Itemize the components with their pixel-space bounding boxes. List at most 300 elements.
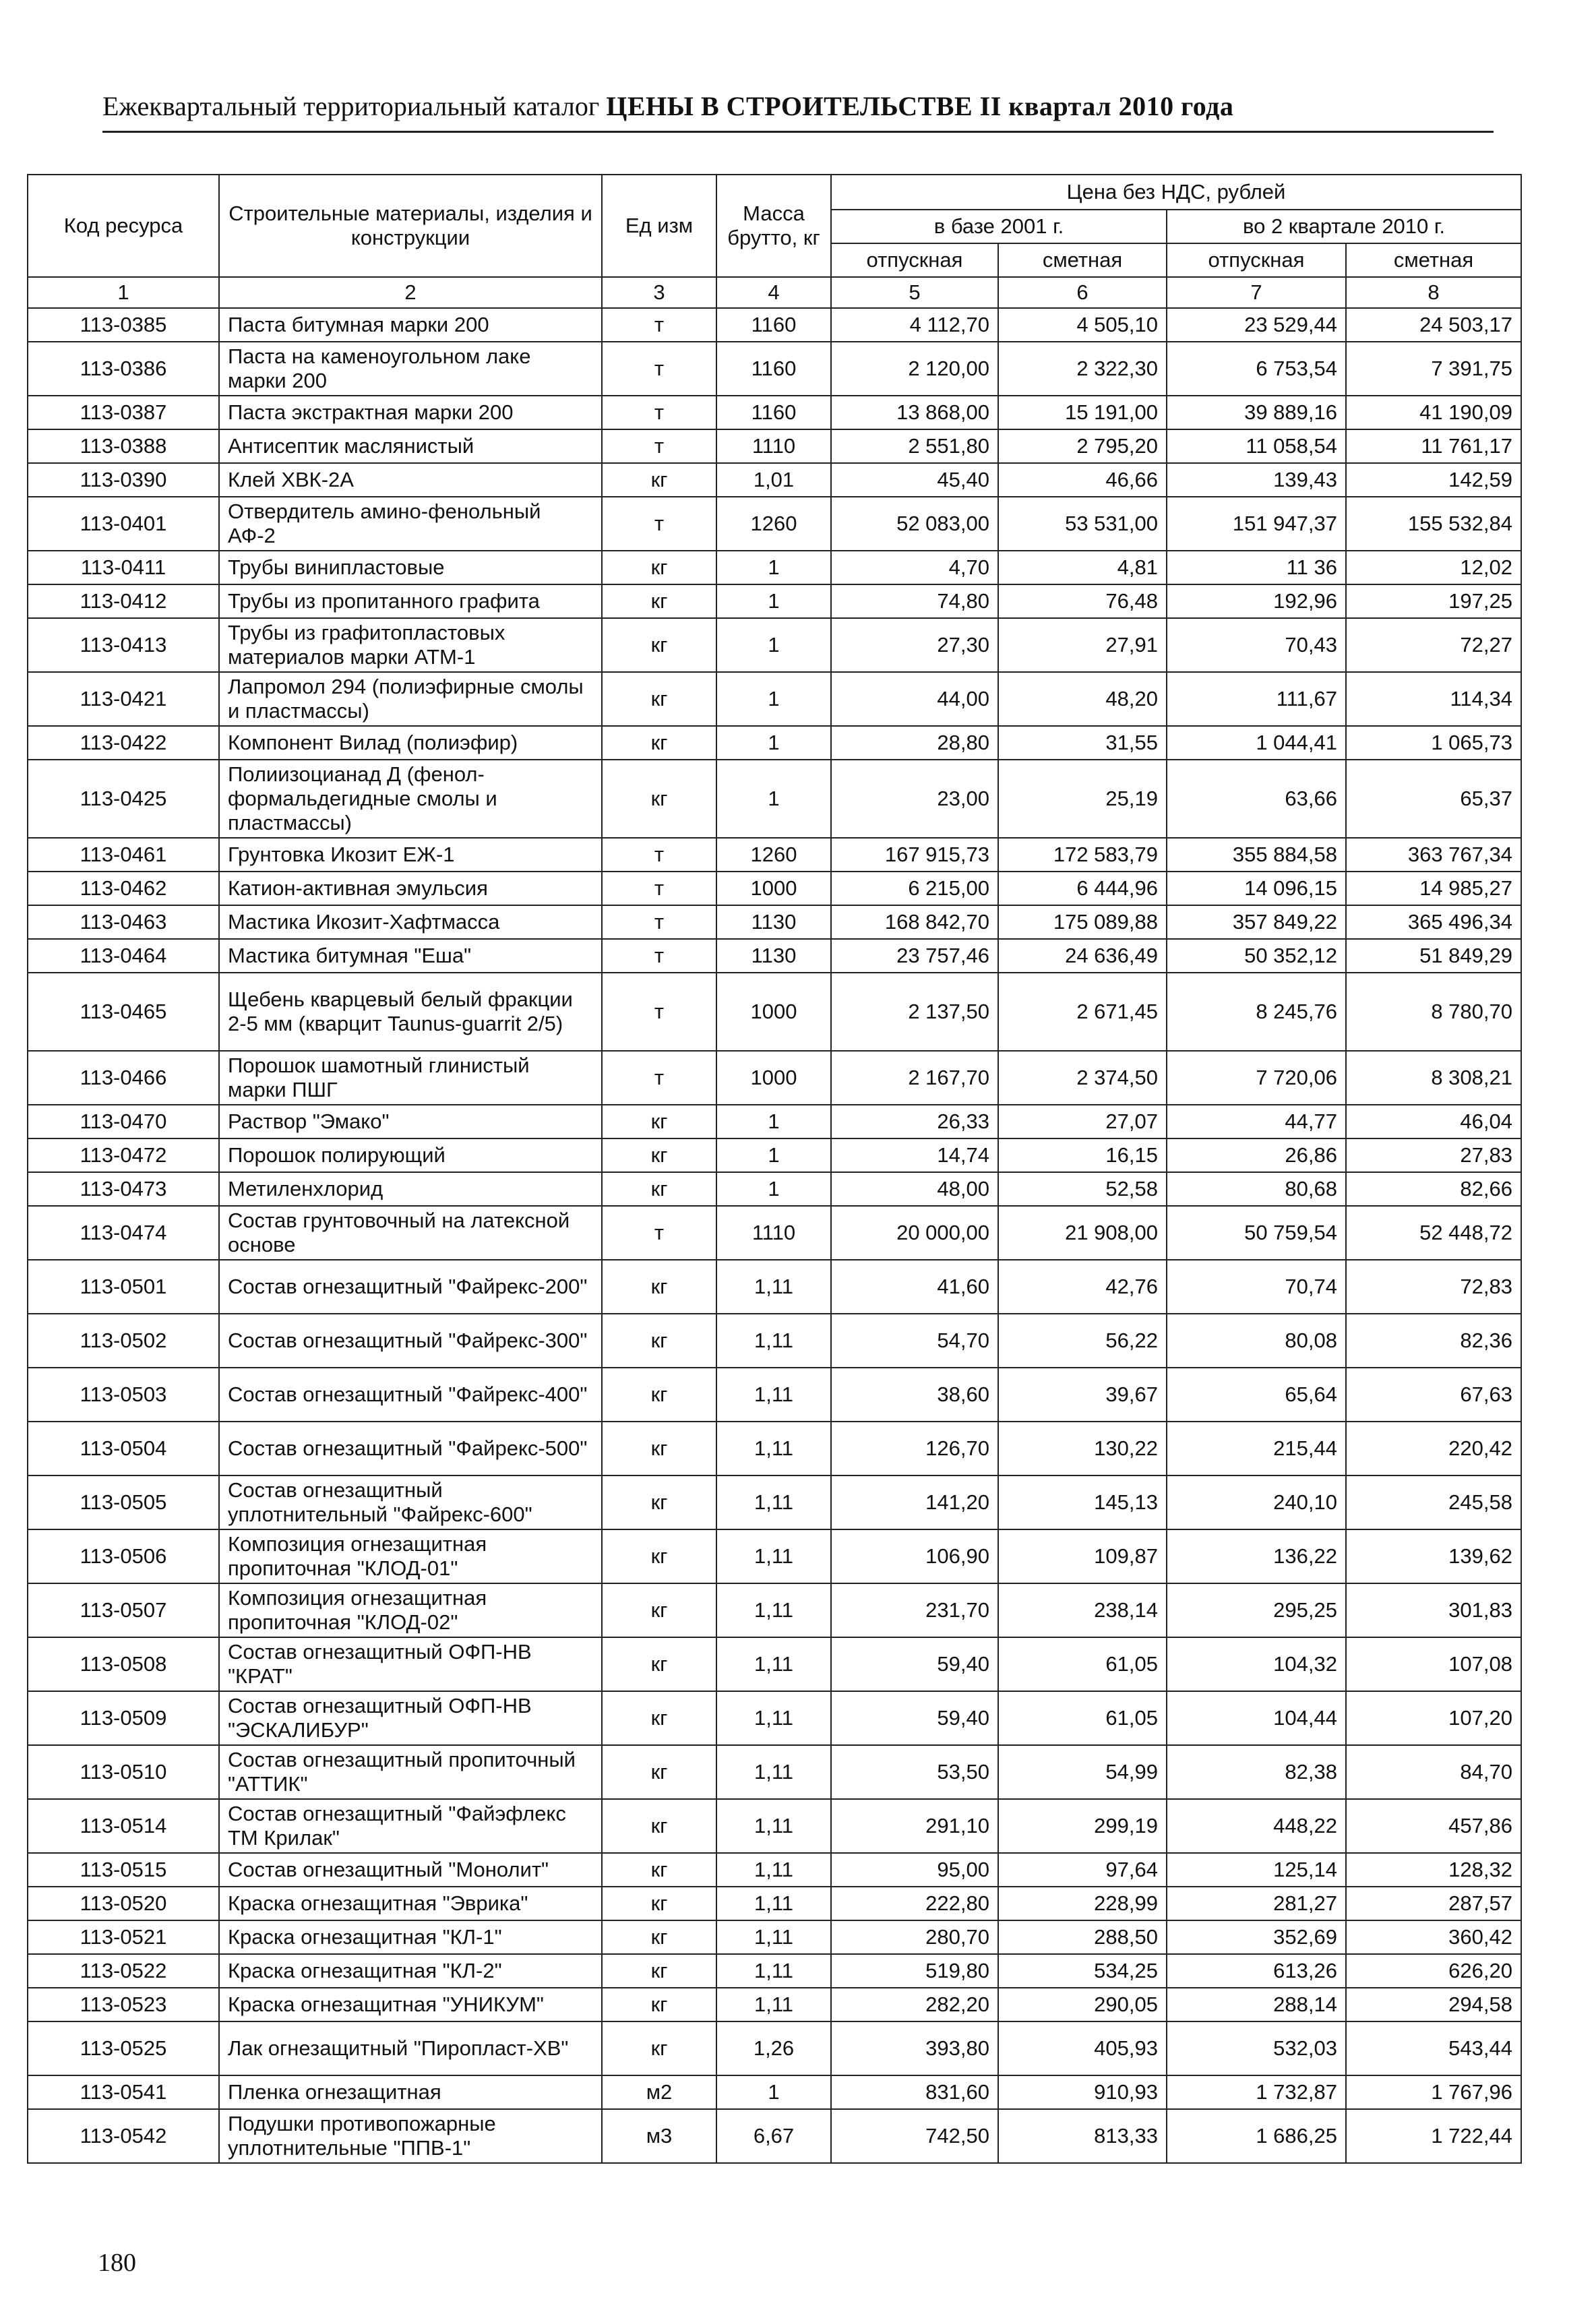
price-base-estimate: 2 322,30 bbox=[998, 342, 1167, 396]
price-q2-release: 70,74 bbox=[1167, 1260, 1346, 1314]
price-q2-release: 50 352,12 bbox=[1167, 939, 1346, 973]
price-base-estimate: 39,67 bbox=[998, 1368, 1167, 1422]
table-row bbox=[28, 760, 1521, 838]
price-q2-release: 80,08 bbox=[1167, 1314, 1346, 1368]
price-base-release: 4,70 bbox=[831, 551, 998, 584]
resource-code: 113-0401 bbox=[28, 497, 219, 551]
material-name: Состав огнезащитный "Файрекс-200" bbox=[219, 1260, 602, 1314]
price-q2-estimate: 139,62 bbox=[1346, 1529, 1521, 1583]
price-base-release: 48,00 bbox=[831, 1172, 998, 1206]
price-base-release: 20 000,00 bbox=[831, 1206, 998, 1260]
unit-of-measure: кг bbox=[602, 463, 716, 497]
price-base-estimate: 109,87 bbox=[998, 1529, 1167, 1583]
resource-code: 113-0412 bbox=[28, 584, 219, 618]
column-number: 2 bbox=[219, 277, 602, 308]
price-base-release: 45,40 bbox=[831, 463, 998, 497]
gross-mass: 1,11 bbox=[716, 1853, 831, 1887]
material-name: Грунтовка Икозит ЕЖ-1 bbox=[219, 838, 602, 872]
price-q2-estimate: 107,20 bbox=[1346, 1691, 1521, 1745]
price-q2-estimate: 24 503,17 bbox=[1346, 308, 1521, 342]
col-header-price-group: Цена без НДС, рублей bbox=[831, 175, 1521, 210]
unit-of-measure: кг bbox=[602, 760, 716, 838]
material-name: Трубы винипластовые bbox=[219, 551, 602, 584]
unit-of-measure: кг bbox=[602, 1105, 716, 1138]
material-name: Состав огнезащитный пропиточный "АТТИК" bbox=[219, 1745, 602, 1799]
price-base-estimate: 813,33 bbox=[998, 2109, 1167, 2163]
price-base-release: 4 112,70 bbox=[831, 308, 998, 342]
price-base-estimate: 172 583,79 bbox=[998, 838, 1167, 872]
price-q2-estimate: 626,20 bbox=[1346, 1954, 1521, 1988]
price-q2-release: 44,77 bbox=[1167, 1105, 1346, 1138]
table-row bbox=[28, 1691, 1521, 1745]
resource-code: 113-0507 bbox=[28, 1583, 219, 1637]
price-q2-release: 39 889,16 bbox=[1167, 396, 1346, 429]
price-base-release: 742,50 bbox=[831, 2109, 998, 2163]
table-row bbox=[28, 939, 1521, 973]
price-q2-release: 14 096,15 bbox=[1167, 872, 1346, 905]
unit-of-measure: кг bbox=[602, 1476, 716, 1529]
table-row bbox=[28, 551, 1521, 584]
price-base-estimate: 31,55 bbox=[998, 726, 1167, 760]
column-numbers-row bbox=[28, 277, 1521, 308]
resource-code: 113-0473 bbox=[28, 1172, 219, 1206]
price-q2-estimate: 46,04 bbox=[1346, 1105, 1521, 1138]
unit-of-measure: т bbox=[602, 973, 716, 1051]
table-row bbox=[28, 429, 1521, 463]
price-q2-estimate: 41 190,09 bbox=[1346, 396, 1521, 429]
unit-of-measure: т bbox=[602, 1206, 716, 1260]
gross-mass: 1,11 bbox=[716, 1314, 831, 1368]
gross-mass: 1 bbox=[716, 551, 831, 584]
price-base-estimate: 24 636,49 bbox=[998, 939, 1167, 973]
table-row bbox=[28, 1887, 1521, 1920]
price-q2-release: 136,22 bbox=[1167, 1529, 1346, 1583]
price-base-estimate: 61,05 bbox=[998, 1637, 1167, 1691]
price-q2-estimate: 142,59 bbox=[1346, 463, 1521, 497]
col-header-unit: Ед изм bbox=[602, 175, 716, 277]
resource-code: 113-0510 bbox=[28, 1745, 219, 1799]
material-name: Краска огнезащитная "Эврика" bbox=[219, 1887, 602, 1920]
resource-code: 113-0522 bbox=[28, 1954, 219, 1988]
resource-code: 113-0463 bbox=[28, 905, 219, 939]
resource-code: 113-0501 bbox=[28, 1260, 219, 1314]
price-q2-release: 355 884,58 bbox=[1167, 838, 1346, 872]
price-q2-estimate: 72,83 bbox=[1346, 1260, 1521, 1314]
price-base-release: 95,00 bbox=[831, 1853, 998, 1887]
table-row bbox=[28, 1422, 1521, 1476]
price-base-estimate: 290,05 bbox=[998, 1988, 1167, 2021]
resource-code: 113-0525 bbox=[28, 2021, 219, 2075]
price-base-estimate: 16,15 bbox=[998, 1138, 1167, 1172]
price-base-release: 2 120,00 bbox=[831, 342, 998, 396]
table-row bbox=[28, 1988, 1521, 2021]
resource-code: 113-0515 bbox=[28, 1853, 219, 1887]
col-header-base-release: отпускная bbox=[831, 243, 998, 277]
table-row bbox=[28, 973, 1521, 1051]
resource-code: 113-0508 bbox=[28, 1637, 219, 1691]
resource-code: 113-0466 bbox=[28, 1051, 219, 1105]
material-name: Краска огнезащитная "КЛ-1" bbox=[219, 1920, 602, 1954]
unit-of-measure: кг bbox=[602, 1368, 716, 1422]
material-name: Композиция огнезащитная пропиточная "КЛОД-02" bbox=[219, 1583, 602, 1637]
unit-of-measure: кг bbox=[602, 1260, 716, 1314]
unit-of-measure: кг bbox=[602, 1529, 716, 1583]
material-name: Краска огнезащитная "УНИКУМ" bbox=[219, 1988, 602, 2021]
material-name: Лапромол 294 (полиэфирные смолы и пластмассы) bbox=[219, 672, 602, 726]
gross-mass: 1000 bbox=[716, 973, 831, 1051]
table-row bbox=[28, 584, 1521, 618]
resource-code: 113-0503 bbox=[28, 1368, 219, 1422]
table-row bbox=[28, 1529, 1521, 1583]
gross-mass: 1 bbox=[716, 760, 831, 838]
price-q2-release: 352,69 bbox=[1167, 1920, 1346, 1954]
price-q2-estimate: 14 985,27 bbox=[1346, 872, 1521, 905]
gross-mass: 1,01 bbox=[716, 463, 831, 497]
gross-mass: 1,11 bbox=[716, 1745, 831, 1799]
material-name: Клей ХВК-2А bbox=[219, 463, 602, 497]
price-q2-release: 50 759,54 bbox=[1167, 1206, 1346, 1260]
col-header-name: Строительные материалы, изделия и конструкции bbox=[219, 175, 602, 277]
unit-of-measure: т bbox=[602, 872, 716, 905]
price-base-release: 222,80 bbox=[831, 1887, 998, 1920]
gross-mass: 1,11 bbox=[716, 1920, 831, 1954]
price-q2-release: 23 529,44 bbox=[1167, 308, 1346, 342]
unit-of-measure: кг bbox=[602, 1314, 716, 1368]
resource-code: 113-0505 bbox=[28, 1476, 219, 1529]
price-base-release: 74,80 bbox=[831, 584, 998, 618]
table-row bbox=[28, 497, 1521, 551]
unit-of-measure: м3 bbox=[602, 2109, 716, 2163]
price-q2-estimate: 294,58 bbox=[1346, 1988, 1521, 2021]
table-row bbox=[28, 2109, 1521, 2163]
gross-mass: 1160 bbox=[716, 396, 831, 429]
resource-code: 113-0523 bbox=[28, 1988, 219, 2021]
gross-mass: 1000 bbox=[716, 872, 831, 905]
price-q2-release: 104,32 bbox=[1167, 1637, 1346, 1691]
material-name: Раствор "Эмако" bbox=[219, 1105, 602, 1138]
unit-of-measure: кг bbox=[602, 584, 716, 618]
price-base-release: 28,80 bbox=[831, 726, 998, 760]
resource-code: 113-0509 bbox=[28, 1691, 219, 1745]
price-base-estimate: 910,93 bbox=[998, 2075, 1167, 2109]
price-q2-release: 6 753,54 bbox=[1167, 342, 1346, 396]
price-base-release: 6 215,00 bbox=[831, 872, 998, 905]
col-header-code: Код ресурса bbox=[28, 175, 219, 277]
price-base-estimate: 48,20 bbox=[998, 672, 1167, 726]
price-q2-release: 63,66 bbox=[1167, 760, 1346, 838]
price-q2-estimate: 128,32 bbox=[1346, 1853, 1521, 1887]
price-base-release: 27,30 bbox=[831, 618, 998, 672]
unit-of-measure: м2 bbox=[602, 2075, 716, 2109]
price-base-estimate: 61,05 bbox=[998, 1691, 1167, 1745]
price-q2-release: 151 947,37 bbox=[1167, 497, 1346, 551]
table-row bbox=[28, 308, 1521, 342]
gross-mass: 1260 bbox=[716, 838, 831, 872]
price-q2-release: 288,14 bbox=[1167, 1988, 1346, 2021]
price-base-release: 291,10 bbox=[831, 1799, 998, 1853]
resource-code: 113-0514 bbox=[28, 1799, 219, 1853]
price-base-estimate: 25,19 bbox=[998, 760, 1167, 838]
unit-of-measure: кг bbox=[602, 1954, 716, 1988]
material-name: Порошок шамотный глинистый марки ПШГ bbox=[219, 1051, 602, 1105]
page-header bbox=[102, 90, 1494, 133]
price-q2-release: 65,64 bbox=[1167, 1368, 1346, 1422]
gross-mass: 1 bbox=[716, 672, 831, 726]
price-base-estimate: 288,50 bbox=[998, 1920, 1167, 1954]
gross-mass: 6,67 bbox=[716, 2109, 831, 2163]
price-q2-release: 125,14 bbox=[1167, 1853, 1346, 1887]
price-q2-estimate: 220,42 bbox=[1346, 1422, 1521, 1476]
unit-of-measure: кг bbox=[602, 1422, 716, 1476]
gross-mass: 1,11 bbox=[716, 1887, 831, 1920]
price-base-estimate: 534,25 bbox=[998, 1954, 1167, 1988]
price-base-estimate: 145,13 bbox=[998, 1476, 1167, 1529]
price-base-release: 23,00 bbox=[831, 760, 998, 838]
price-base-estimate: 15 191,00 bbox=[998, 396, 1167, 429]
gross-mass: 1,11 bbox=[716, 1954, 831, 1988]
price-q2-release: 111,67 bbox=[1167, 672, 1346, 726]
resource-code: 113-0542 bbox=[28, 2109, 219, 2163]
gross-mass: 1 bbox=[716, 1105, 831, 1138]
unit-of-measure: кг bbox=[602, 1853, 716, 1887]
col-header-q2-estimate: сметная bbox=[1346, 243, 1521, 277]
unit-of-measure: кг bbox=[602, 2021, 716, 2075]
price-q2-estimate: 82,36 bbox=[1346, 1314, 1521, 1368]
material-name: Состав огнезащитный ОФП-НВ "ЭСКАЛИБУР" bbox=[219, 1691, 602, 1745]
page-number: 180 bbox=[98, 2249, 136, 2277]
resource-code: 113-0421 bbox=[28, 672, 219, 726]
unit-of-measure: т bbox=[602, 308, 716, 342]
price-base-release: 141,20 bbox=[831, 1476, 998, 1529]
material-name: Паста экстрактная марки 200 bbox=[219, 396, 602, 429]
resource-code: 113-0390 bbox=[28, 463, 219, 497]
price-base-release: 167 915,73 bbox=[831, 838, 998, 872]
table-row bbox=[28, 618, 1521, 672]
price-base-release: 231,70 bbox=[831, 1583, 998, 1637]
price-base-release: 831,60 bbox=[831, 2075, 998, 2109]
price-q2-estimate: 245,58 bbox=[1346, 1476, 1521, 1529]
price-base-estimate: 6 444,96 bbox=[998, 872, 1167, 905]
price-q2-estimate: 67,63 bbox=[1346, 1368, 1521, 1422]
table-row bbox=[28, 1853, 1521, 1887]
table-row bbox=[28, 1637, 1521, 1691]
gross-mass: 1 bbox=[716, 726, 831, 760]
unit-of-measure: кг bbox=[602, 726, 716, 760]
material-name: Отвердитель амино-фенольный АФ-2 bbox=[219, 497, 602, 551]
unit-of-measure: кг bbox=[602, 1637, 716, 1691]
price-base-estimate: 53 531,00 bbox=[998, 497, 1167, 551]
material-name: Краска огнезащитная "КЛ-2" bbox=[219, 1954, 602, 1988]
material-name: Состав огнезащитный уплотнительный "Файрекс-600" bbox=[219, 1476, 602, 1529]
price-base-estimate: 27,07 bbox=[998, 1105, 1167, 1138]
column-number: 4 bbox=[716, 277, 831, 308]
material-name: Щебень кварцевый белый фракции 2-5 мм (кварцит Taunus-guarrit 2/5) bbox=[219, 973, 602, 1051]
table-row bbox=[28, 463, 1521, 497]
price-base-release: 52 083,00 bbox=[831, 497, 998, 551]
resource-code: 113-0386 bbox=[28, 342, 219, 396]
material-name: Трубы из графитопластовых материалов марки АТМ-1 bbox=[219, 618, 602, 672]
gross-mass: 1110 bbox=[716, 429, 831, 463]
unit-of-measure: т bbox=[602, 838, 716, 872]
price-q2-release: 8 245,76 bbox=[1167, 973, 1346, 1051]
material-name: Композиция огнезащитная пропиточная "КЛОД-01" bbox=[219, 1529, 602, 1583]
resource-code: 113-0470 bbox=[28, 1105, 219, 1138]
price-q2-estimate: 65,37 bbox=[1346, 760, 1521, 838]
price-q2-release: 139,43 bbox=[1167, 463, 1346, 497]
table-row bbox=[28, 1476, 1521, 1529]
price-q2-estimate: 1 065,73 bbox=[1346, 726, 1521, 760]
table-row bbox=[28, 1954, 1521, 1988]
material-name: Катион-активная эмульсия bbox=[219, 872, 602, 905]
col-header-q2-group: во 2 квартале 2010 г. bbox=[1167, 210, 1521, 243]
material-name: Паста битумная марки 200 bbox=[219, 308, 602, 342]
col-header-mass: Масса брутто, кг bbox=[716, 175, 831, 277]
price-q2-estimate: 365 496,34 bbox=[1346, 905, 1521, 939]
material-name: Компонент Вилад (полиэфир) bbox=[219, 726, 602, 760]
price-base-release: 393,80 bbox=[831, 2021, 998, 2075]
resource-code: 113-0462 bbox=[28, 872, 219, 905]
price-q2-estimate: 27,83 bbox=[1346, 1138, 1521, 1172]
price-base-estimate: 228,99 bbox=[998, 1887, 1167, 1920]
table-row bbox=[28, 872, 1521, 905]
col-header-base-estimate: сметная bbox=[998, 243, 1167, 277]
price-q2-release: 70,43 bbox=[1167, 618, 1346, 672]
material-name: Состав огнезащитный "Файрекс-500" bbox=[219, 1422, 602, 1476]
table-row bbox=[28, 838, 1521, 872]
price-base-release: 14,74 bbox=[831, 1138, 998, 1172]
price-q2-estimate: 51 849,29 bbox=[1346, 939, 1521, 973]
price-base-estimate: 175 089,88 bbox=[998, 905, 1167, 939]
column-number: 7 bbox=[1167, 277, 1346, 308]
price-base-release: 54,70 bbox=[831, 1314, 998, 1368]
table-row bbox=[28, 1583, 1521, 1637]
gross-mass: 1 bbox=[716, 1172, 831, 1206]
price-q2-release: 26,86 bbox=[1167, 1138, 1346, 1172]
price-q2-estimate: 363 767,34 bbox=[1346, 838, 1521, 872]
unit-of-measure: т bbox=[602, 396, 716, 429]
table-row bbox=[28, 1799, 1521, 1853]
resource-code: 113-0461 bbox=[28, 838, 219, 872]
price-q2-release: 281,27 bbox=[1167, 1887, 1346, 1920]
resource-code: 113-0413 bbox=[28, 618, 219, 672]
price-q2-release: 11 36 bbox=[1167, 551, 1346, 584]
table-row bbox=[28, 1260, 1521, 1314]
header-title: ЦЕНЫ В СТРОИТЕЛЬСТВЕ II квартал 2010 года bbox=[606, 91, 1234, 121]
table-row bbox=[28, 905, 1521, 939]
unit-of-measure: кг bbox=[602, 1887, 716, 1920]
price-q2-release: 215,44 bbox=[1167, 1422, 1346, 1476]
material-name: Состав огнезащитный ОФП-НВ "КРАТ" bbox=[219, 1637, 602, 1691]
price-q2-release: 80,68 bbox=[1167, 1172, 1346, 1206]
price-q2-estimate: 8 308,21 bbox=[1346, 1051, 1521, 1105]
table-body bbox=[28, 308, 1521, 2163]
resource-code: 113-0506 bbox=[28, 1529, 219, 1583]
price-base-estimate: 2 374,50 bbox=[998, 1051, 1167, 1105]
resource-code: 113-0541 bbox=[28, 2075, 219, 2109]
table-row bbox=[28, 672, 1521, 726]
column-number: 8 bbox=[1346, 277, 1521, 308]
unit-of-measure: т bbox=[602, 1051, 716, 1105]
price-q2-estimate: 107,08 bbox=[1346, 1637, 1521, 1691]
price-base-release: 13 868,00 bbox=[831, 396, 998, 429]
column-number: 6 bbox=[998, 277, 1167, 308]
price-base-estimate: 42,76 bbox=[998, 1260, 1167, 1314]
price-q2-estimate: 301,83 bbox=[1346, 1583, 1521, 1637]
material-name: Лак огнезащитный "Пиропласт-ХВ" bbox=[219, 2021, 602, 2075]
resource-code: 113-0472 bbox=[28, 1138, 219, 1172]
material-name: Порошок полирующий bbox=[219, 1138, 602, 1172]
unit-of-measure: т bbox=[602, 939, 716, 973]
price-q2-estimate: 543,44 bbox=[1346, 2021, 1521, 2075]
price-q2-estimate: 12,02 bbox=[1346, 551, 1521, 584]
price-table bbox=[27, 174, 1522, 2164]
unit-of-measure: т bbox=[602, 497, 716, 551]
unit-of-measure: кг bbox=[602, 1745, 716, 1799]
material-name: Состав огнезащитный "Файрекс-300" bbox=[219, 1314, 602, 1368]
price-q2-release: 295,25 bbox=[1167, 1583, 1346, 1637]
price-base-release: 282,20 bbox=[831, 1988, 998, 2021]
price-q2-release: 104,44 bbox=[1167, 1691, 1346, 1745]
material-name: Состав огнезащитный "Файэфлекс ТМ Крилак" bbox=[219, 1799, 602, 1853]
table-row bbox=[28, 396, 1521, 429]
unit-of-measure: кг bbox=[602, 1799, 716, 1853]
gross-mass: 1,11 bbox=[716, 1799, 831, 1853]
material-name: Метиленхлорид bbox=[219, 1172, 602, 1206]
price-q2-estimate: 114,34 bbox=[1346, 672, 1521, 726]
price-base-estimate: 405,93 bbox=[998, 2021, 1167, 2075]
resource-code: 113-0411 bbox=[28, 551, 219, 584]
resource-code: 113-0502 bbox=[28, 1314, 219, 1368]
price-base-estimate: 56,22 bbox=[998, 1314, 1167, 1368]
price-q2-release: 240,10 bbox=[1167, 1476, 1346, 1529]
gross-mass: 1260 bbox=[716, 497, 831, 551]
gross-mass: 1130 bbox=[716, 905, 831, 939]
price-q2-estimate: 11 761,17 bbox=[1346, 429, 1521, 463]
unit-of-measure: кг bbox=[602, 1691, 716, 1745]
resource-code: 113-0464 bbox=[28, 939, 219, 973]
gross-mass: 1 bbox=[716, 2075, 831, 2109]
unit-of-measure: кг bbox=[602, 1138, 716, 1172]
price-base-release: 280,70 bbox=[831, 1920, 998, 1954]
gross-mass: 1,11 bbox=[716, 1368, 831, 1422]
unit-of-measure: кг bbox=[602, 672, 716, 726]
gross-mass: 1,11 bbox=[716, 1422, 831, 1476]
material-name: Подушки противопожарные уплотнительные "ППВ-1" bbox=[219, 2109, 602, 2163]
price-q2-estimate: 1 722,44 bbox=[1346, 2109, 1521, 2163]
resource-code: 113-0385 bbox=[28, 308, 219, 342]
price-q2-estimate: 360,42 bbox=[1346, 1920, 1521, 1954]
gross-mass: 1160 bbox=[716, 342, 831, 396]
resource-code: 113-0520 bbox=[28, 1887, 219, 1920]
price-base-estimate: 299,19 bbox=[998, 1799, 1167, 1853]
gross-mass: 1110 bbox=[716, 1206, 831, 1260]
price-base-estimate: 46,66 bbox=[998, 463, 1167, 497]
gross-mass: 1,11 bbox=[716, 1637, 831, 1691]
price-q2-estimate: 287,57 bbox=[1346, 1887, 1521, 1920]
material-name: Полиизоцианад Д (фенол-формальдегидные смолы и пластмассы) bbox=[219, 760, 602, 838]
price-q2-release: 357 849,22 bbox=[1167, 905, 1346, 939]
material-name: Паста на каменоугольном лаке марки 200 bbox=[219, 342, 602, 396]
price-q2-release: 82,38 bbox=[1167, 1745, 1346, 1799]
resource-code: 113-0388 bbox=[28, 429, 219, 463]
table-row bbox=[28, 726, 1521, 760]
resource-code: 113-0422 bbox=[28, 726, 219, 760]
price-base-estimate: 97,64 bbox=[998, 1853, 1167, 1887]
resource-code: 113-0474 bbox=[28, 1206, 219, 1260]
unit-of-measure: т bbox=[602, 905, 716, 939]
price-q2-estimate: 52 448,72 bbox=[1346, 1206, 1521, 1260]
material-name: Мастика битумная "Еша" bbox=[219, 939, 602, 973]
